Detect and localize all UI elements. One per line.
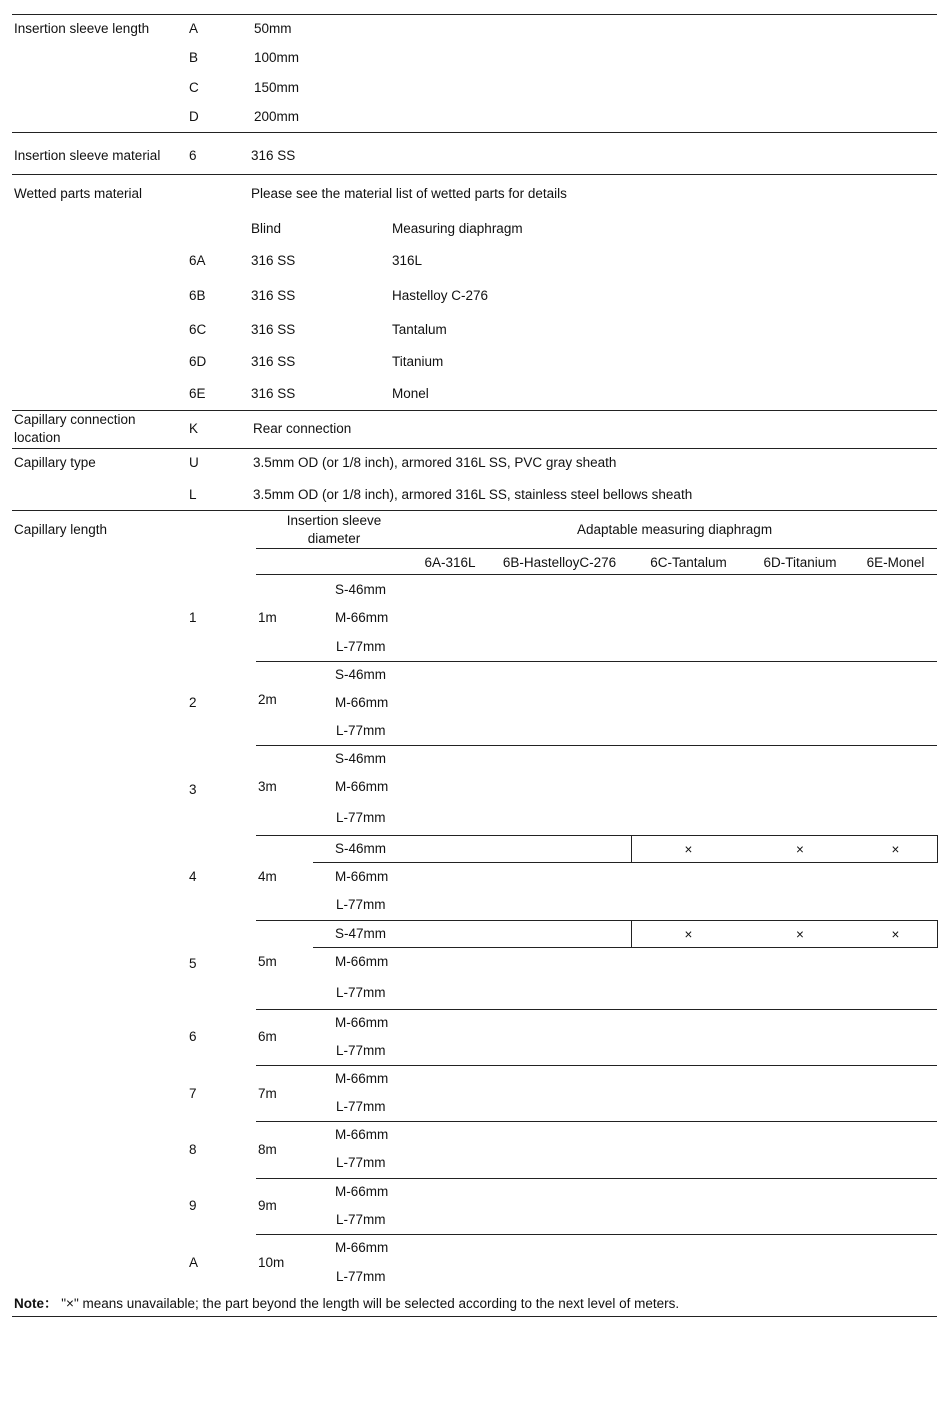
option-value: 200mm [254,109,300,124]
sleeve-size: M-66mm [335,779,389,794]
row-rule [256,1009,937,1010]
row-rule [256,1234,937,1235]
option-value: 50mm [254,21,292,36]
diaphragm-value: Hastelloy C-276 [392,288,489,303]
sleeve-size: L-77mm [336,1043,386,1058]
length-value: 9m [258,1198,277,1213]
unavailable-mark: × [796,927,804,942]
unavailable-mark: × [891,927,900,942]
option-code: C [189,80,199,95]
length-value: 7m [258,1086,277,1101]
wetted-label: Wetted parts material [14,186,143,201]
cap-conn-label-1: Capillary connection [14,412,136,427]
option-code: B [189,50,199,65]
unavailable-mark: × [684,842,693,857]
sleeve-size: S-46mm [335,841,387,856]
diaphragm-value: Titanium [392,354,444,369]
unavailable-box-right [937,835,938,863]
length-value: 1m [258,610,277,625]
option-code: U [189,455,199,470]
col-diaphragm: Measuring diaphragm [392,221,523,236]
section-rule [12,510,937,511]
cap-type-label: Capillary type [14,455,96,470]
hdr-sleeve-diameter-1: Insertion sleeve [286,513,382,528]
diaphragm-value: Tantalum [392,322,447,337]
section-rule [12,410,937,411]
option-code: 6B [189,288,206,303]
sleeve-size: L-77mm [336,639,386,654]
sleeve-size: M-66mm [335,610,389,625]
sleeve-size: M-66mm [335,1184,389,1199]
section-rule [12,448,937,449]
note-text: "×" means unavailable; the part beyond the length will be selected according to the next level of meters. [61,1296,680,1311]
blind-value: 316 SS [251,354,296,369]
diaphragm-col-6c: 6C-Tantalum [650,555,727,570]
length-value: 8m [258,1142,277,1157]
unavailable-mark: × [891,842,900,857]
sleeve-length-label: Insertion sleeve length [14,21,150,36]
header-rule [256,548,937,549]
blind-value: 316 SS [251,253,296,268]
sleeve-size: M-66mm [335,1127,389,1142]
header-rule [256,574,937,575]
sleeve-size: M-66mm [335,869,389,884]
sleeve-size: M-66mm [335,695,389,710]
diaphragm-col-6b: 6B-HastelloyC-276 [502,555,617,570]
row-rule [256,1121,937,1122]
sleeve-size: L-77mm [336,897,386,912]
length-code: 5 [189,956,197,971]
length-value: 4m [258,869,277,884]
diaphragm-col-6a: 6A-316L [424,555,476,570]
length-code: 1 [189,610,197,625]
diaphragm-col-6d: 6D-Titanium [763,555,837,570]
sleeve-size: S-47mm [335,926,387,941]
sleeve-size: M-66mm [335,954,389,969]
row-rule [256,835,937,836]
sleeve-size: M-66mm [335,1015,389,1030]
row-rule [256,920,937,921]
sleeve-size: L-77mm [336,1269,386,1284]
row-rule [256,1065,937,1066]
sleeve-size: L-77mm [336,810,386,825]
length-value: 3m [258,779,277,794]
unavailable-box-bottom [313,947,937,948]
option-code: 6E [189,386,206,401]
unavailable-box-right [937,920,938,948]
cap-length-label: Capillary length [14,522,108,537]
footnote [14,1296,679,1312]
col-blind: Blind [251,221,282,236]
unavailable-mark: × [684,927,693,942]
section-rule [12,132,937,133]
option-code: 6A [189,253,206,268]
sleeve-size: L-77mm [336,985,386,1000]
option-code: D [189,109,199,124]
blind-value: 316 SS [251,322,296,337]
wetted-note: Please see the material list of wetted parts for details [251,186,567,201]
sleeve-size: M-66mm [335,1071,389,1086]
diaphragm-col-6e: 6E-Monel [866,555,925,570]
row-rule [256,661,937,662]
sleeve-size: L-77mm [336,1212,386,1227]
option-value: 150mm [254,80,300,95]
sleeve-size: M-66mm [335,1240,389,1255]
option-value: Rear connection [253,421,352,436]
length-code: 4 [189,869,197,884]
option-code: A [189,21,199,36]
diaphragm-value: Monel [392,386,429,401]
option-value: 100mm [254,50,300,65]
note-prefix: Note： [14,1296,58,1311]
option-code: 6C [189,322,207,337]
length-code: 3 [189,782,197,797]
section-rule [12,174,937,175]
length-value: 10m [258,1255,285,1270]
cap-conn-label-2: location [14,430,61,445]
option-value: 316 SS [251,148,296,163]
sleeve-size: L-77mm [336,1155,386,1170]
bottom-rule [12,1316,937,1317]
sleeve-size: S-46mm [335,667,387,682]
length-value: 2m [258,692,277,707]
option-value: 3.5mm OD (or 1/8 inch), armored 316L SS, PVC gray sheath [253,455,617,470]
length-code: 2 [189,695,197,710]
option-code: 6 [189,148,197,163]
top-rule [12,14,937,15]
sleeve-size: S-46mm [335,582,387,597]
sleeve-size: L-77mm [336,1099,386,1114]
length-code: 7 [189,1086,197,1101]
option-code: K [189,421,199,436]
row-rule [256,1178,937,1179]
length-code: 9 [189,1198,197,1213]
sleeve-size: L-77mm [336,723,386,738]
sleeve-material-label: Insertion sleeve material [14,148,161,163]
blind-value: 316 SS [251,288,296,303]
option-code: L [189,487,197,502]
row-rule [256,745,937,746]
option-code: 6D [189,354,207,369]
hdr-sleeve-diameter-2: diameter [307,531,361,546]
sleeve-size: S-46mm [335,751,387,766]
diaphragm-value: 316L [392,253,423,268]
length-code: 6 [189,1029,197,1044]
length-code: 8 [189,1142,197,1157]
unavailable-mark: × [796,842,804,857]
option-value: 3.5mm OD (or 1/8 inch), armored 316L SS, stainless steel bellows sheath [253,487,693,502]
unavailable-box-bottom [313,862,937,863]
hdr-adaptable-diaphragm: Adaptable measuring diaphragm [576,522,773,537]
blind-value: 316 SS [251,386,296,401]
length-code: A [189,1255,199,1270]
length-value: 6m [258,1029,277,1044]
length-value: 5m [258,954,277,969]
